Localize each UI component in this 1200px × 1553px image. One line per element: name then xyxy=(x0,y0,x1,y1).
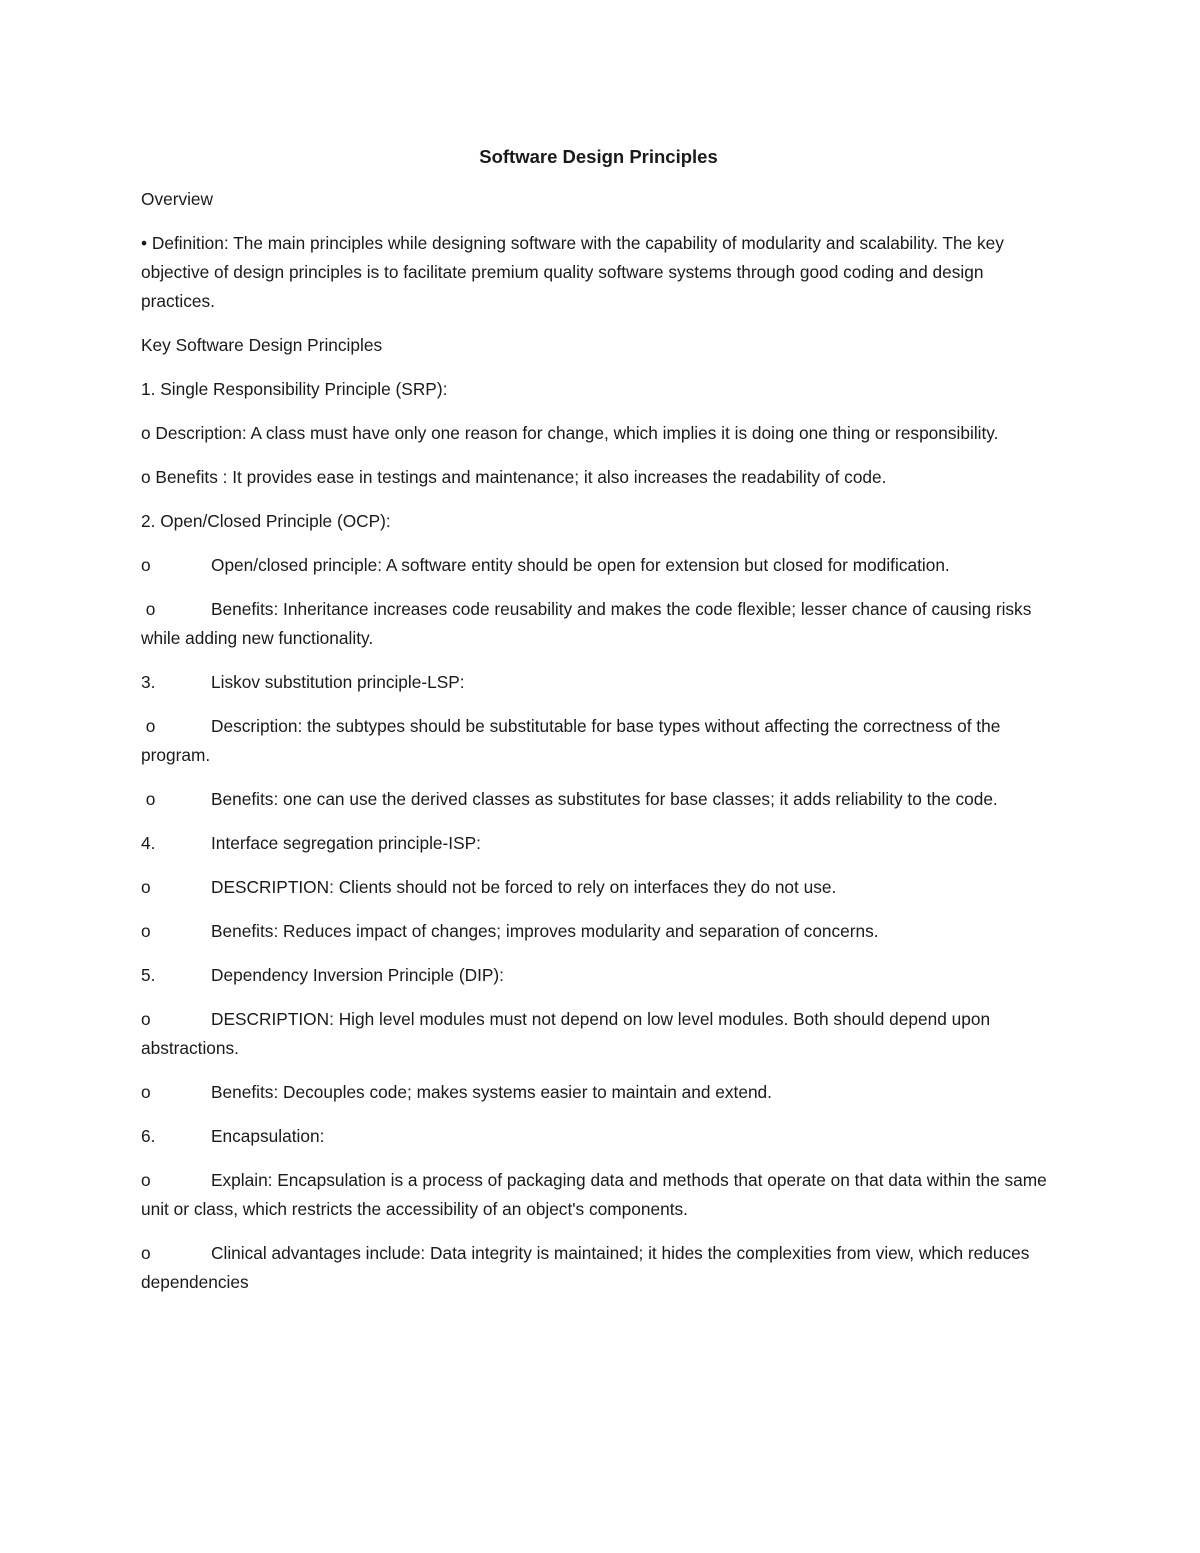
paragraph xyxy=(141,873,1056,902)
paragraph xyxy=(141,961,1056,990)
paragraph xyxy=(141,712,1056,770)
paragraph xyxy=(141,668,1056,697)
paragraph-text: Interface segregation principle-ISP: xyxy=(211,833,481,853)
page-title: Software Design Principles xyxy=(479,146,718,167)
paragraph xyxy=(141,1239,1056,1297)
list-marker: o xyxy=(141,1009,151,1029)
paragraph xyxy=(141,785,1056,814)
paragraph-text: Liskov substitution principle-LSP: xyxy=(211,672,465,692)
paragraph-text: Encapsulation: xyxy=(211,1126,325,1146)
list-marker: o xyxy=(141,789,156,809)
paragraph-text: 1. Single Responsibility Principle (SRP): xyxy=(141,379,448,399)
paragraph-text: o Benefits : It provides ease in testings and maintenance; it also increases the readability of code. xyxy=(141,467,887,487)
paragraph-text: Benefits: one can use the derived classes as substitutes for base classes; it adds reliability to the code. xyxy=(211,789,998,809)
paragraph xyxy=(141,375,1056,404)
paragraph xyxy=(141,1122,1056,1151)
paragraph xyxy=(141,917,1056,946)
document-body xyxy=(141,143,1056,1312)
list-marker: o xyxy=(141,1082,151,1102)
paragraph-text: Benefits: Decouples code; makes systems easier to maintain and extend. xyxy=(211,1082,772,1102)
paragraph xyxy=(141,1078,1056,1107)
paragraph xyxy=(141,185,1056,214)
paragraph-text: Benefits: Inheritance increases code reusability and makes the code flexible; lesser chance of causing risks while adding new functionality. xyxy=(141,599,1032,648)
list-marker: o xyxy=(141,1170,151,1190)
paragraph xyxy=(141,595,1056,653)
paragraph-text: DESCRIPTION: Clients should not be forced to rely on interfaces they do not use. xyxy=(211,877,837,897)
list-marker: o xyxy=(141,877,151,897)
list-marker: 5. xyxy=(141,965,156,985)
list-marker: 4. xyxy=(141,833,156,853)
paragraph-text: DESCRIPTION: High level modules must not depend on low level modules. Both should depend upon abstractions. xyxy=(141,1009,991,1058)
paragraph-text: Benefits: Reduces impact of changes; improves modularity and separation of concerns. xyxy=(211,921,879,941)
list-marker: o xyxy=(141,599,156,619)
paragraph xyxy=(141,1005,1056,1063)
paragraph-text: Clinical advantages include: Data integrity is maintained; it hides the complexities from view, which reduces dependencies xyxy=(141,1243,1030,1292)
list-marker: o xyxy=(141,716,156,736)
list-marker: 3. xyxy=(141,672,156,692)
paragraph xyxy=(141,463,1056,492)
paragraph-text: Open/closed principle: A software entity should be open for extension but closed for modification. xyxy=(211,555,950,575)
paragraph-text: Dependency Inversion Principle (DIP): xyxy=(211,965,504,985)
paragraph xyxy=(141,229,1056,316)
paragraph xyxy=(141,419,1056,448)
paragraph xyxy=(141,331,1056,360)
paragraph xyxy=(141,507,1056,536)
list-marker: 6. xyxy=(141,1126,156,1146)
paragraph-text: Description: the subtypes should be substitutable for base types without affecting the correctness of the program. xyxy=(141,716,1001,765)
list-marker: o xyxy=(141,921,151,941)
paragraph-text: o Description: A class must have only one reason for change, which implies it is doing one thing or responsibility. xyxy=(141,423,999,443)
paragraph-text: Overview xyxy=(141,189,214,209)
paragraph-text: • Definition: The main principles while designing software with the capability of modularity and scalability. The key objective of design principles is to facilitate premium quality software systems through good coding and design practices. xyxy=(141,233,1004,311)
paragraph-text: 2. Open/Closed Principle (OCP): xyxy=(141,511,391,531)
list-marker: o xyxy=(141,555,151,575)
paragraph-text: Key Software Design Principles xyxy=(141,335,383,355)
list-marker: o xyxy=(141,1243,151,1263)
paragraph xyxy=(141,1166,1056,1224)
paragraph-text: Explain: Encapsulation is a process of packaging data and methods that operate on that data within the same unit or class, which restricts the accessibility of an object's components. xyxy=(141,1170,1047,1219)
paragraph xyxy=(141,829,1056,858)
paragraph xyxy=(141,551,1056,580)
